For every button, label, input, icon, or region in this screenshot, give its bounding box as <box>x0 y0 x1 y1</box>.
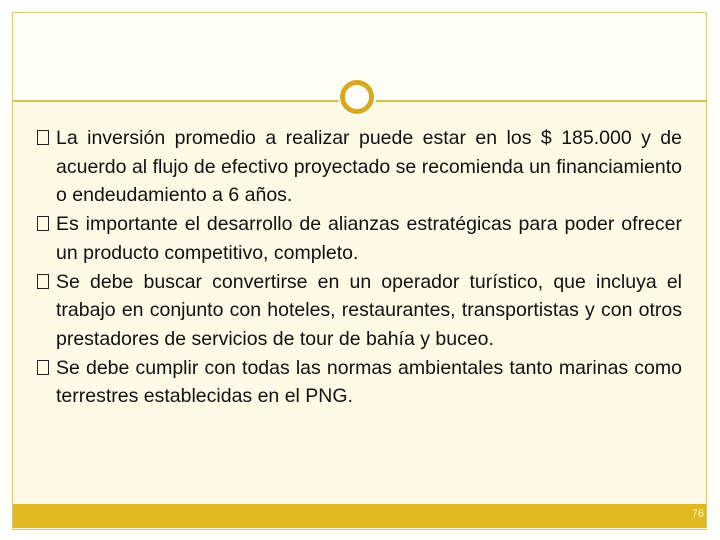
bullet-text: La inversión promedio a realizar puede estar en los $ 185.000 y de acuerdo al flujo de efectivo proyectado se recomienda un financiamiento o endeudamiento a 6 años. <box>56 127 682 207</box>
bullet-box-icon <box>37 130 49 145</box>
bullet-list <box>36 124 682 411</box>
page-number: 76 <box>691 508 704 520</box>
bullet-item <box>36 268 682 354</box>
bullet-box-icon <box>37 274 49 289</box>
bullet-item <box>36 124 682 210</box>
divider-circle-ornament <box>340 80 374 114</box>
bullet-text: Se debe cumplir con todas las normas ambientales tanto marinas como terrestres establecidas en el PNG. <box>56 356 682 408</box>
bullet-item <box>36 354 682 411</box>
bullet-item <box>36 210 682 267</box>
bullet-box-icon <box>37 216 49 231</box>
bullet-text: Es importante el desarrollo de alianzas estratégicas para poder ofrecer un producto competitivo, completo. <box>56 213 682 264</box>
bullet-text: Se debe buscar convertirse en un operador turístico, que incluya el trabajo en conjunto con hoteles, restaurantes, transportistas y con otros prestadores de servicios de tour de bahía y buceo. <box>56 270 682 350</box>
footer-bar <box>13 504 706 528</box>
bullet-box-icon <box>37 360 49 375</box>
